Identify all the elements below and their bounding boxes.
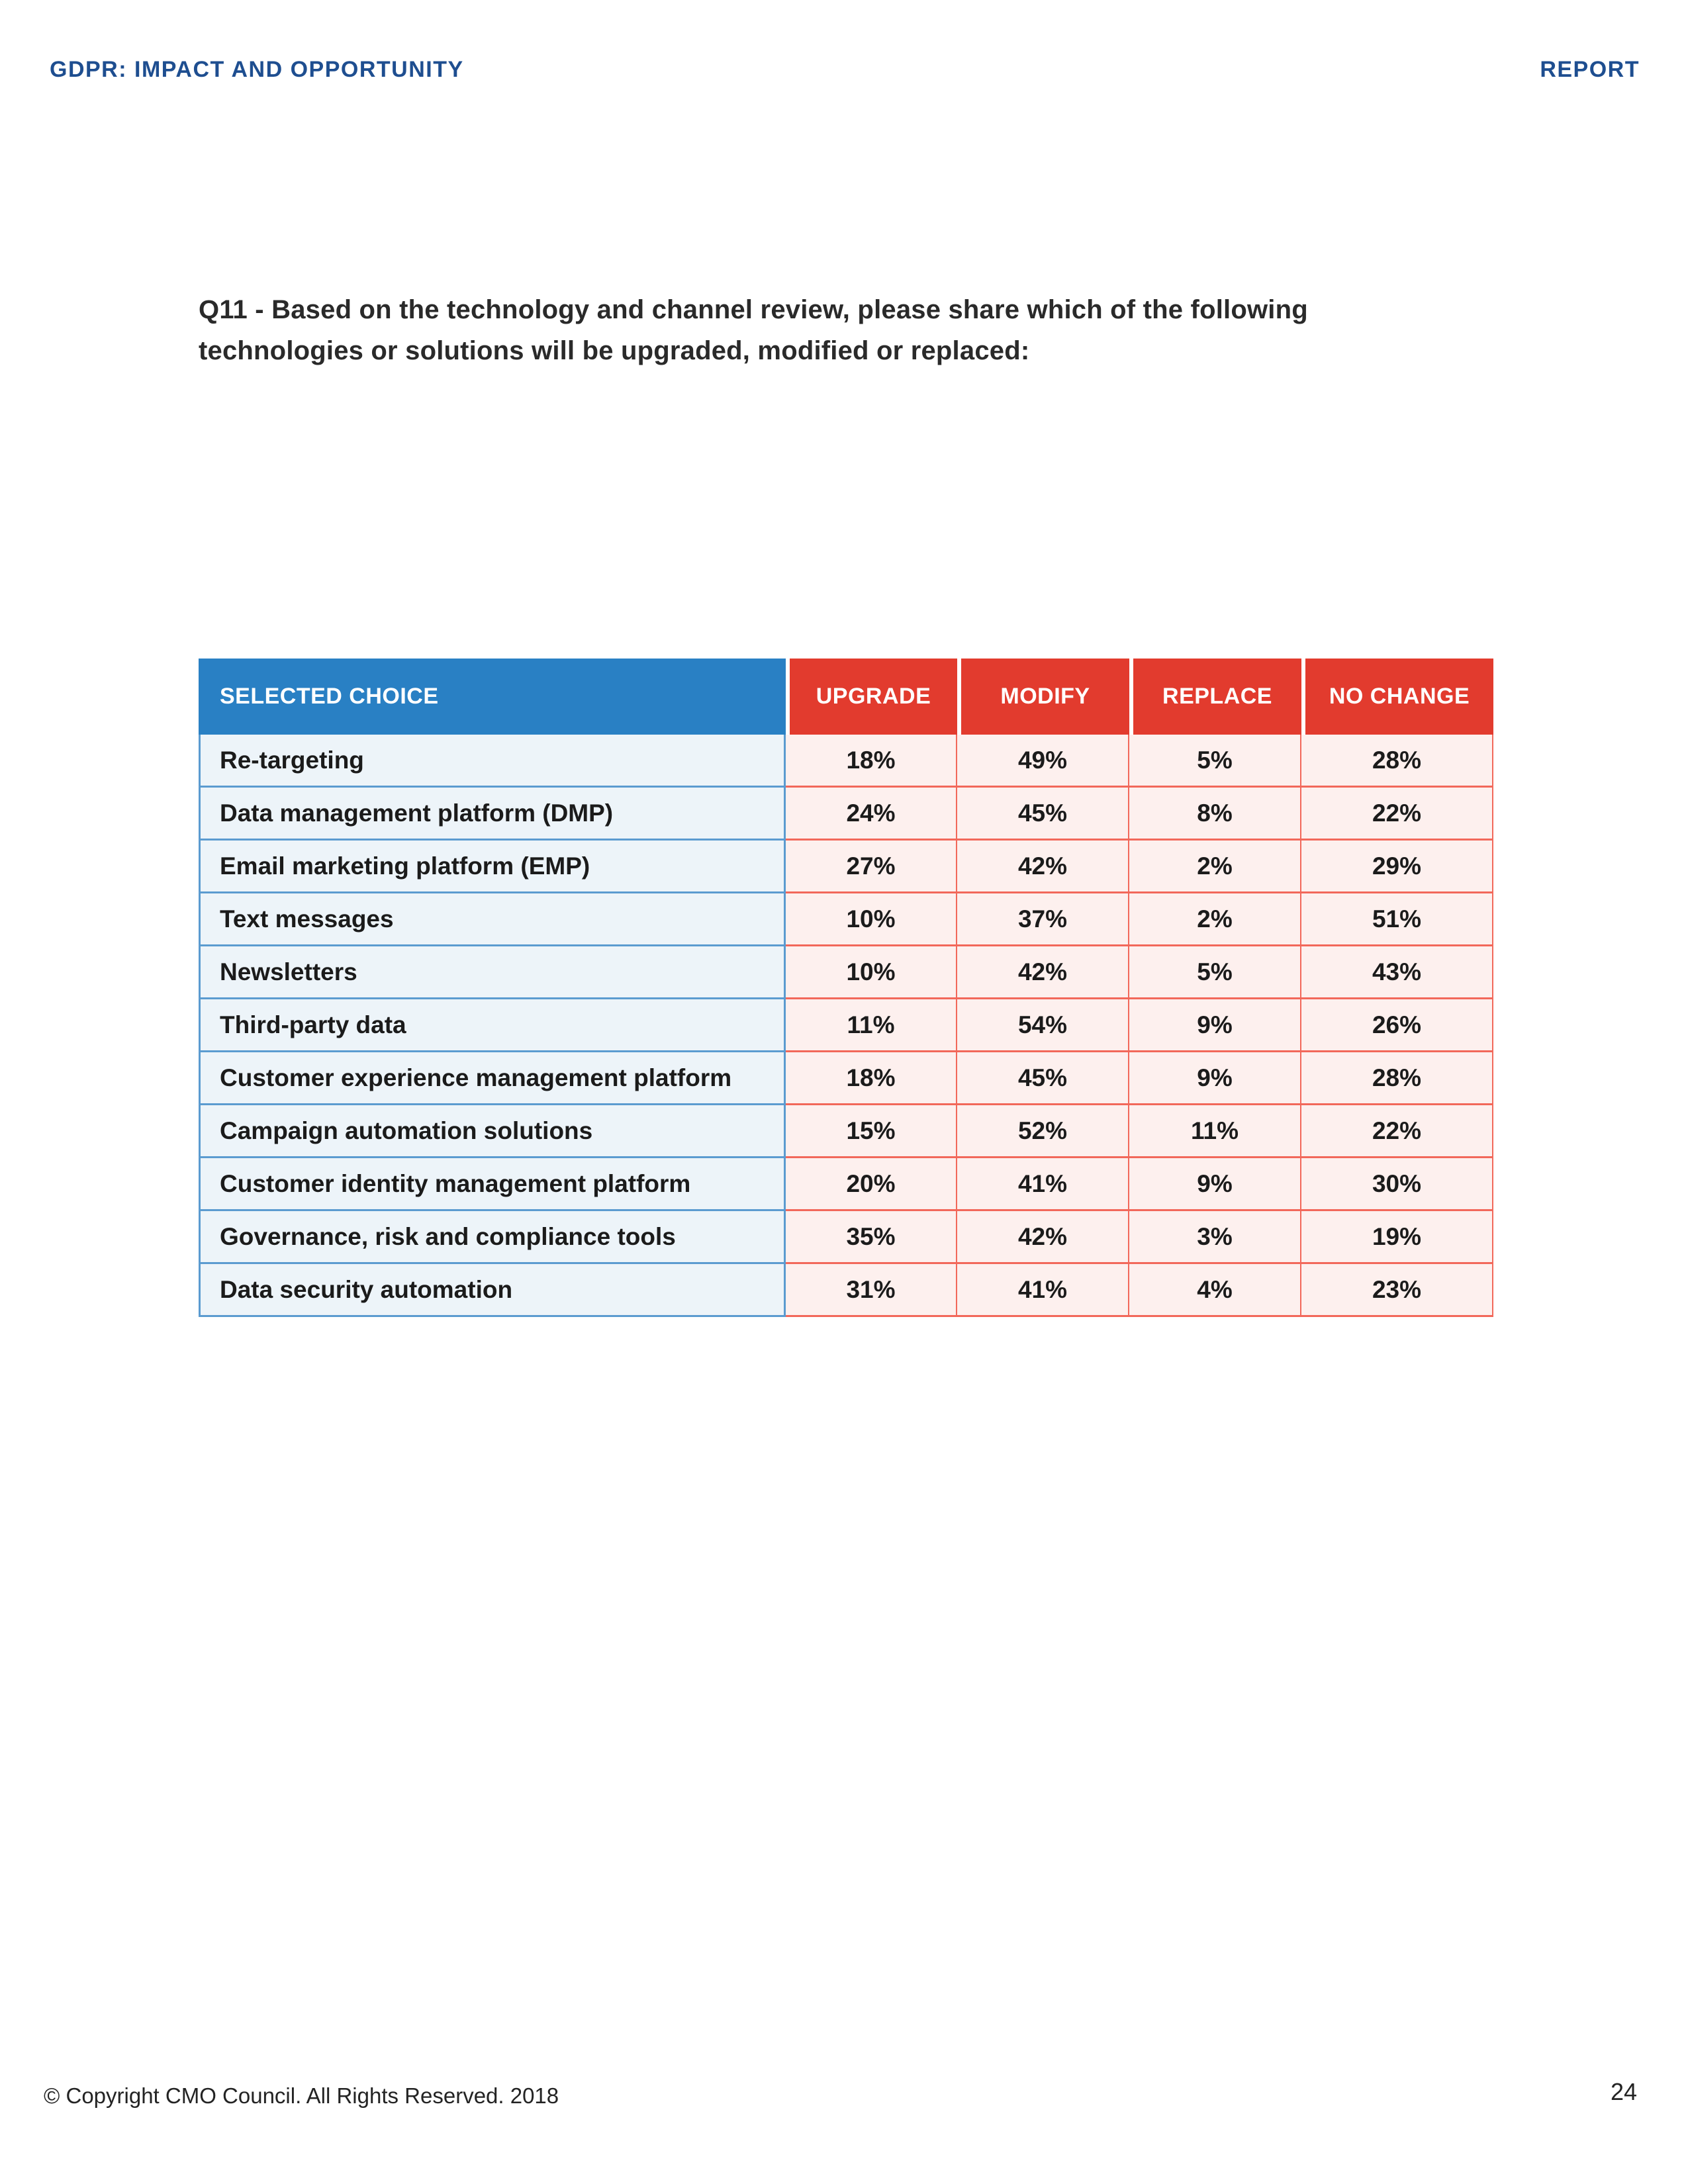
row-label: Customer identity management platform — [199, 1158, 786, 1211]
row-label: Customer experience management platform — [199, 1052, 786, 1105]
row-label: Text messages — [199, 893, 786, 946]
row-value: 10% — [786, 893, 957, 946]
row-value: 3% — [1129, 1211, 1301, 1264]
row-value: 8% — [1129, 788, 1301, 841]
row-value: 28% — [1301, 735, 1493, 788]
row-value: 2% — [1129, 841, 1301, 893]
row-value: 5% — [1129, 735, 1301, 788]
row-value: 9% — [1129, 1158, 1301, 1211]
row-value: 22% — [1301, 1105, 1493, 1158]
row-value: 37% — [957, 893, 1129, 946]
row-label: Re-targeting — [199, 735, 786, 788]
row-value: 18% — [786, 735, 957, 788]
row-value: 4% — [1129, 1264, 1301, 1317]
report-title: GDPR: IMPACT AND OPPORTUNITY — [50, 57, 464, 82]
row-value: 11% — [1129, 1105, 1301, 1158]
row-value: 27% — [786, 841, 957, 893]
row-value: 29% — [1301, 841, 1493, 893]
row-value: 5% — [1129, 946, 1301, 999]
row-value: 28% — [1301, 1052, 1493, 1105]
row-value: 24% — [786, 788, 957, 841]
row-value: 10% — [786, 946, 957, 999]
row-value: 49% — [957, 735, 1129, 788]
column-header-modify: MODIFY — [957, 659, 1129, 735]
row-value: 31% — [786, 1264, 957, 1317]
copyright-notice: © Copyright CMO Council. All Rights Reserved. 2018 — [44, 2083, 559, 2108]
row-value: 15% — [786, 1105, 957, 1158]
row-label: Data management platform (DMP) — [199, 788, 786, 841]
row-value: 42% — [957, 841, 1129, 893]
row-value: 2% — [1129, 893, 1301, 946]
row-value: 45% — [957, 788, 1129, 841]
row-label: Campaign automation solutions — [199, 1105, 786, 1158]
survey-results-table — [199, 659, 1493, 1317]
row-value: 30% — [1301, 1158, 1493, 1211]
row-label: Email marketing platform (EMP) — [199, 841, 786, 893]
row-value: 51% — [1301, 893, 1493, 946]
row-label: Newsletters — [199, 946, 786, 999]
row-label: Data security automation — [199, 1264, 786, 1317]
row-value: 54% — [957, 999, 1129, 1052]
row-label: Third-party data — [199, 999, 786, 1052]
column-header-selected-choice: SELECTED CHOICE — [199, 659, 786, 735]
row-value: 43% — [1301, 946, 1493, 999]
page-number: 24 — [1610, 2078, 1637, 2105]
row-value: 42% — [957, 1211, 1129, 1264]
row-value: 22% — [1301, 788, 1493, 841]
row-value: 11% — [786, 999, 957, 1052]
row-value: 45% — [957, 1052, 1129, 1105]
column-header-replace: REPLACE — [1129, 659, 1301, 735]
row-value: 35% — [786, 1211, 957, 1264]
row-label: Governance, risk and compliance tools — [199, 1211, 786, 1264]
column-header-no-change: NO CHANGE — [1301, 659, 1493, 735]
row-value: 9% — [1129, 1052, 1301, 1105]
row-value: 23% — [1301, 1264, 1493, 1317]
row-value: 20% — [786, 1158, 957, 1211]
row-value: 41% — [957, 1264, 1129, 1317]
report-label: REPORT — [1540, 57, 1640, 82]
row-value: 18% — [786, 1052, 957, 1105]
row-value: 9% — [1129, 999, 1301, 1052]
row-value: 26% — [1301, 999, 1493, 1052]
row-value: 52% — [957, 1105, 1129, 1158]
column-header-upgrade: UPGRADE — [786, 659, 957, 735]
row-value: 42% — [957, 946, 1129, 999]
row-value: 41% — [957, 1158, 1129, 1211]
row-value: 19% — [1301, 1211, 1493, 1264]
survey-question: Q11 - Based on the technology and channel review, please share which of the following technologies or solutions will be upgraded, modified or replaced: — [199, 295, 1308, 365]
